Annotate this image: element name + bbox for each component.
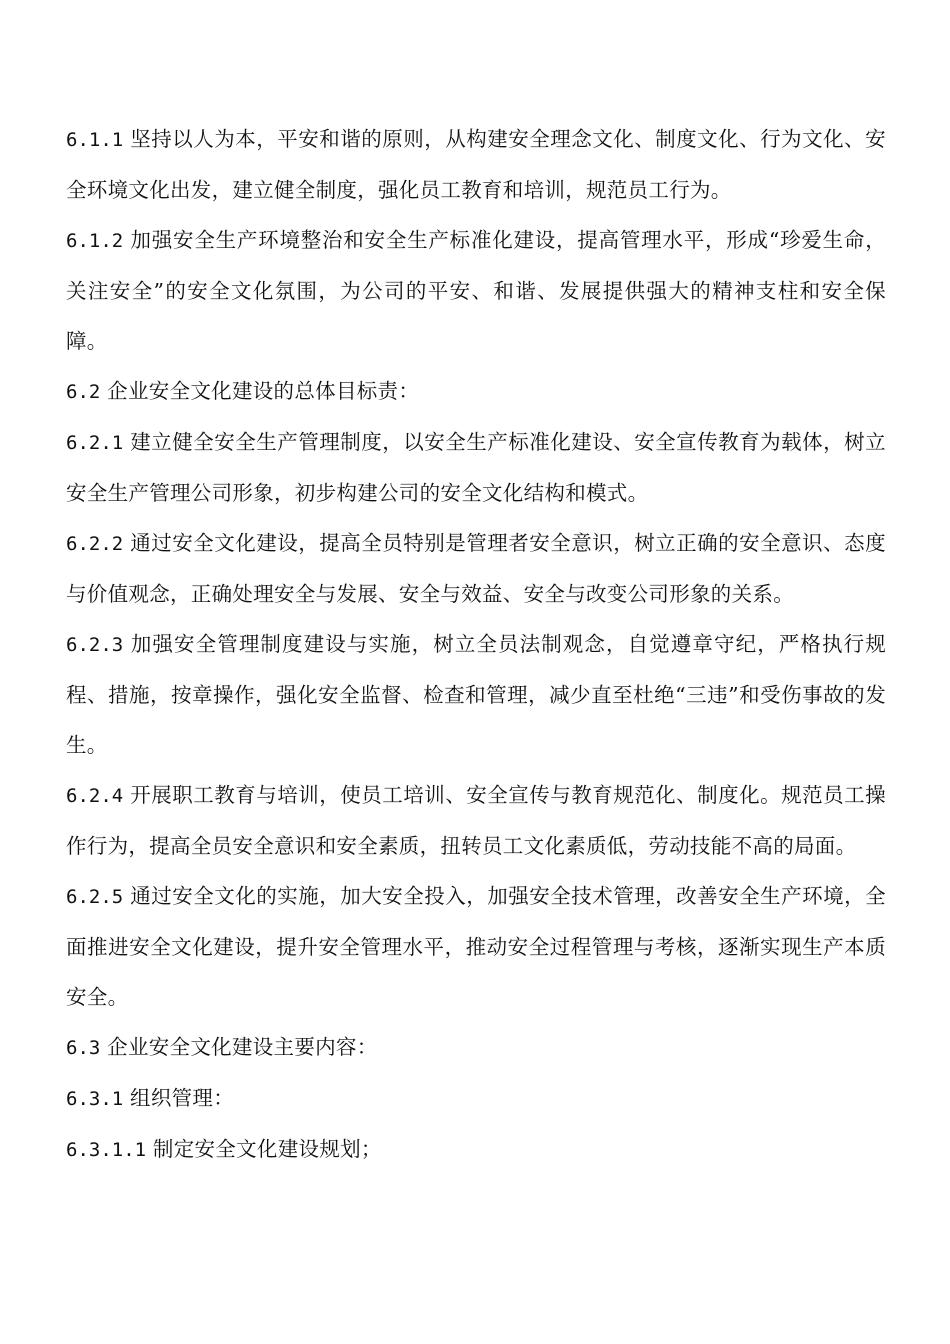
paragraph-text: 通过安全文化建设，提高全员特别是管理者安全意识，树立正确的安全意识、态度与价值观念，正确处理安全与发展、安全与效益、安全与改变公司形象的关系。 (66, 531, 886, 606)
paragraph-text: 开展职工教育与培训，使员工培训、安全宣传与教育规范化、制度化。规范员工操作行为，提高全员安全意识和安全素质，扭转员工文化素质低，劳动技能不高的局面。 (66, 783, 886, 858)
paragraph-text: 坚持以人为本，平安和谐的原则，从构建安全理念文化、制度文化、行为文化、安全环境文化出发，建立健全制度，强化员工教育和培训，规范员工行为。 (66, 127, 886, 202)
section-number: 6.2.1 (66, 432, 124, 454)
section-heading-text: 企业安全文化建设主要内容： (107, 1035, 378, 1059)
section-number: 6.2 (66, 381, 101, 403)
section-number: 6.1.2 (66, 230, 124, 252)
section-heading-text: 企业安全文化建设的总体目标责： (107, 379, 420, 403)
paragraph-6-2-5 (66, 871, 886, 1022)
section-heading-text: 组织管理： (130, 1086, 235, 1110)
heading-6-2 (66, 366, 886, 417)
section-number: 6.3.1 (66, 1088, 124, 1110)
paragraph-6-2-3 (66, 619, 886, 770)
paragraph-6-1-1 (66, 114, 886, 215)
paragraph-text: 建立健全安全生产管理制度，以安全生产标准化建设、安全宣传教育为载体，树立安全生产管理公司形象，初步构建公司的安全文化结构和模式。 (66, 430, 886, 505)
section-number: 6.2.2 (66, 533, 124, 555)
paragraph-6-2-1 (66, 417, 886, 518)
paragraph-text: 通过安全文化的实施，加大安全投入，加强安全技术管理，改善安全生产环境，全面推进安全文化建设，提升安全管理水平，推动安全过程管理与考核，逐渐实现生产本质安全。 (66, 884, 886, 1009)
paragraph-6-2-4 (66, 770, 886, 871)
section-number: 6.2.3 (66, 634, 124, 656)
section-number: 6.2.4 (66, 785, 124, 807)
paragraph-6-2-2 (66, 518, 886, 619)
paragraph-text: 制定安全文化建设规划； (152, 1137, 382, 1161)
section-number: 6.3 (66, 1037, 101, 1059)
paragraph-6-1-2 (66, 215, 886, 366)
section-number: 6.1.1 (66, 129, 124, 151)
heading-6-3-1 (66, 1073, 886, 1124)
paragraph-text: 加强安全生产环境整治和安全生产标准化建设，提高管理水平，形成“珍爱生命，关注安全”的安全文化氛围，为公司的平安、和谐、发展提供强大的精神支柱和安全保障。 (66, 228, 886, 353)
paragraph-text: 加强安全管理制度建设与实施，树立全员法制观念，自觉遵章守纪，严格执行规程、措施，按章操作，强化安全监督、检查和管理，减少直至杜绝“三违”和受伤事故的发生。 (66, 632, 886, 757)
section-number: 6.3.1.1 (66, 1139, 147, 1161)
paragraph-6-3-1-1 (66, 1124, 886, 1175)
section-number: 6.2.5 (66, 886, 124, 908)
heading-6-3 (66, 1022, 886, 1073)
document-body (66, 114, 886, 1175)
